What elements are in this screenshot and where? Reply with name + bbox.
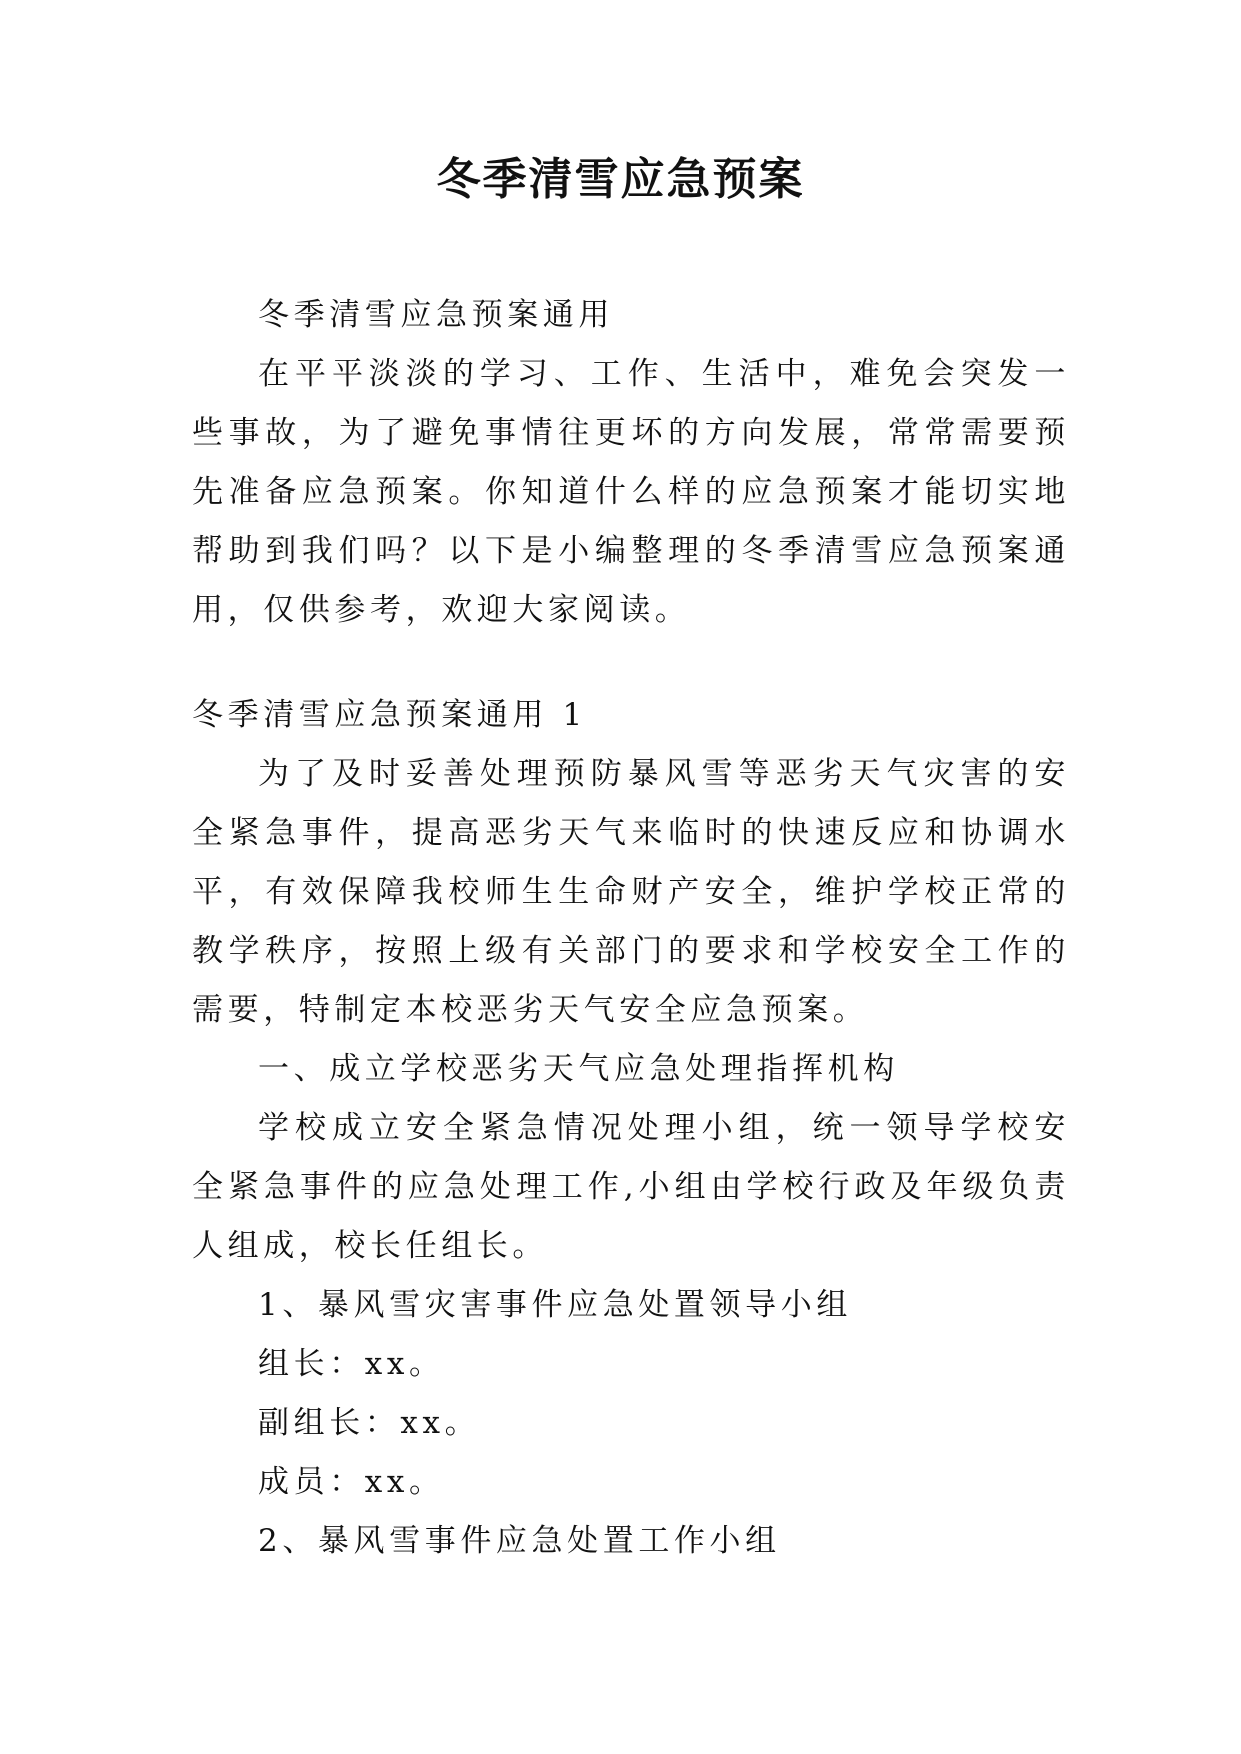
members-line: 成员：xx。 — [258, 1464, 445, 1500]
purpose-paragraph: 为了及时妥善处理预防暴风雪等恶劣天气灾害的安全紧急事件，提高恶劣天气来临时的快速反应和协调水平，有效保障我校师生生命财产安全，维护学校正常的教学秩序，按照上级有关部门的要求和学校安全工作的需要，特制定本校恶劣天气安全应急预案。 — [192, 756, 1070, 1028]
intro-paragraph: 在平平淡淡的学习、工作、生活中，难免会突发一些事故，为了避免事情往更坏的方向发展，常常需要预先准备应急预案。你知道什么样的应急预案才能切实地帮助到我们吗？以下是小编整理的冬季清雪应急预案通用，仅供参考，欢迎大家阅读。 — [192, 356, 1070, 628]
subtitle-paragraph: 冬季清雪应急预案通用 — [258, 297, 614, 333]
deputy-leader-line: 副组长：xx。 — [258, 1405, 481, 1441]
document-body — [192, 286, 1070, 1571]
organization-paragraph: 学校成立安全紧急情况处理小组，统一领导学校安全紧急事件的应急处理工作,小组由学校行政及年级负责人组成，校长任组长。 — [192, 1110, 1070, 1264]
work-group-heading: 2、暴风雪事件应急处置工作小组 — [258, 1523, 781, 1559]
section-heading: 冬季清雪应急预案通用 1 — [192, 697, 587, 733]
section-one-heading: 一、成立学校恶劣天气应急处理指挥机构 — [258, 1051, 899, 1087]
group-leader-line: 组长：xx。 — [258, 1346, 445, 1382]
leadership-group-heading: 1、暴风雪灾害事件应急处置领导小组 — [258, 1287, 852, 1323]
document-title: 冬季清雪应急预案 — [436, 154, 805, 205]
